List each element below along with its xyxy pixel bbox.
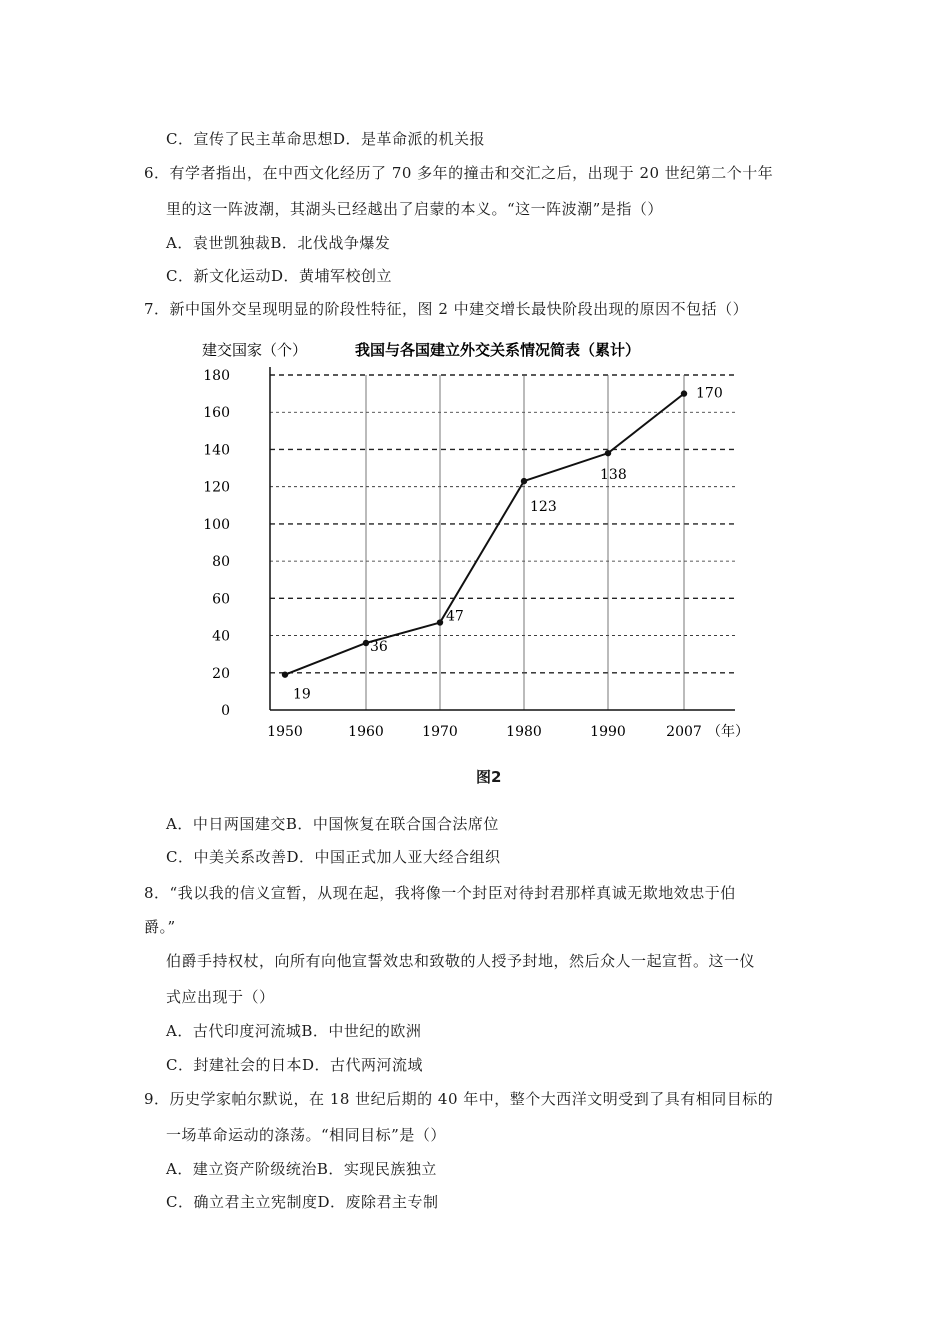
text-line: C．宣传了民主革命思想D．是革命派的机关报 [166, 130, 486, 148]
y-axis-label: 建交国家（个） [202, 341, 308, 359]
text-line: 式应出现于（） [166, 988, 275, 1006]
x-axis-label: （年） [707, 724, 749, 740]
diplomatic-relations-chart [190, 335, 780, 745]
y-tick-label: 160 [203, 405, 230, 422]
y-tick-label: 180 [203, 368, 230, 384]
text-line: 伯爵手持权杖，向所有向他宣誓效忠和致敬的人授予封地，然后众人一起宣哲。这一仪 [166, 952, 756, 970]
y-tick-labels [203, 368, 230, 719]
x-tick-label: 1990 [590, 724, 626, 740]
text-line: C．封建社会的日本D．古代两河流域 [166, 1056, 424, 1074]
y-tick-label: 80 [212, 554, 230, 571]
data-points [282, 390, 687, 677]
chart-svg [190, 335, 780, 745]
data-point [363, 640, 369, 646]
data-label: 47 [446, 608, 464, 625]
grid-lines [270, 375, 735, 710]
data-point [681, 390, 687, 396]
x-tick-label: 1970 [422, 724, 458, 740]
data-label: 19 [293, 686, 311, 703]
x-tick-label: 2007 [666, 724, 702, 740]
text-line: C．确立君主立宪制度D．废除君主专制 [166, 1193, 439, 1211]
text-line: 6．有学者指出，在中西文化经历了 70 多年的撞击和交汇之后，出现于 20 世纪第二个十年 [144, 164, 774, 182]
text-line: A．建立资产阶级统治B．实现民族独立 [166, 1160, 437, 1178]
text-line: A．古代印度河流城B．中世纪的欧洲 [166, 1022, 422, 1040]
text-line: 里的这一阵波潮，其湖头已经越出了启蒙的本义。“这一阵波潮”是指（） [166, 200, 663, 218]
y-tick-label: 0 [221, 703, 230, 719]
y-tick-label: 40 [212, 628, 230, 645]
text-line: 8．“我以我的信义宣暂，从现在起，我将像一个封臣对待封君那样真诚无欺地效忠于伯 [144, 884, 736, 902]
text-line: 一场革命运动的涤荡。“相同目标”是（） [166, 1126, 446, 1144]
chart-title: 我国与各国建立外交关系情况简表（累计） [355, 341, 641, 359]
text-line: A．中日两国建交B．中国恢复在联合国合法席位 [166, 815, 499, 833]
x-tick-labels [267, 723, 749, 740]
series-line [285, 394, 684, 675]
data-label: 36 [370, 639, 388, 655]
data-labels [293, 386, 723, 703]
text-line: 爵。” [144, 918, 176, 936]
y-tick-label: 120 [203, 479, 230, 496]
data-point [282, 671, 288, 677]
x-tick-label: 1950 [267, 724, 303, 740]
x-tick-label: 1980 [506, 724, 542, 740]
y-tick-label: 100 [203, 516, 230, 533]
data-point [437, 619, 443, 625]
text-line: 7．新中国外交呈现明显的阶段性特征，图 2 中建交增长最快阶段出现的原因不包括（） [144, 300, 749, 318]
x-tick-label: 1960 [348, 724, 384, 740]
y-tick-label: 140 [203, 442, 230, 459]
text-line: C．中美关系改善D．中国正式加人亚大经合组织 [166, 848, 501, 866]
data-label: 170 [696, 385, 723, 402]
data-label: 123 [530, 499, 557, 516]
y-tick-label: 60 [212, 591, 230, 608]
series-line-path [285, 394, 684, 675]
figure-caption: 图2 [476, 768, 502, 786]
data-point [521, 478, 527, 484]
axes [270, 367, 735, 710]
data-point [605, 450, 611, 456]
y-tick-label: 20 [212, 665, 230, 682]
text-line: A．袁世凯独裁B．北伐战争爆发 [166, 234, 391, 252]
data-label: 138 [600, 467, 627, 484]
text-line: C．新文化运动D．黄埔军校创立 [166, 267, 393, 285]
text-line: 9．历史学家帕尔默说，在 18 世纪后期的 40 年中，整个大西洋文明受到了具有相同目标的 [144, 1090, 774, 1108]
